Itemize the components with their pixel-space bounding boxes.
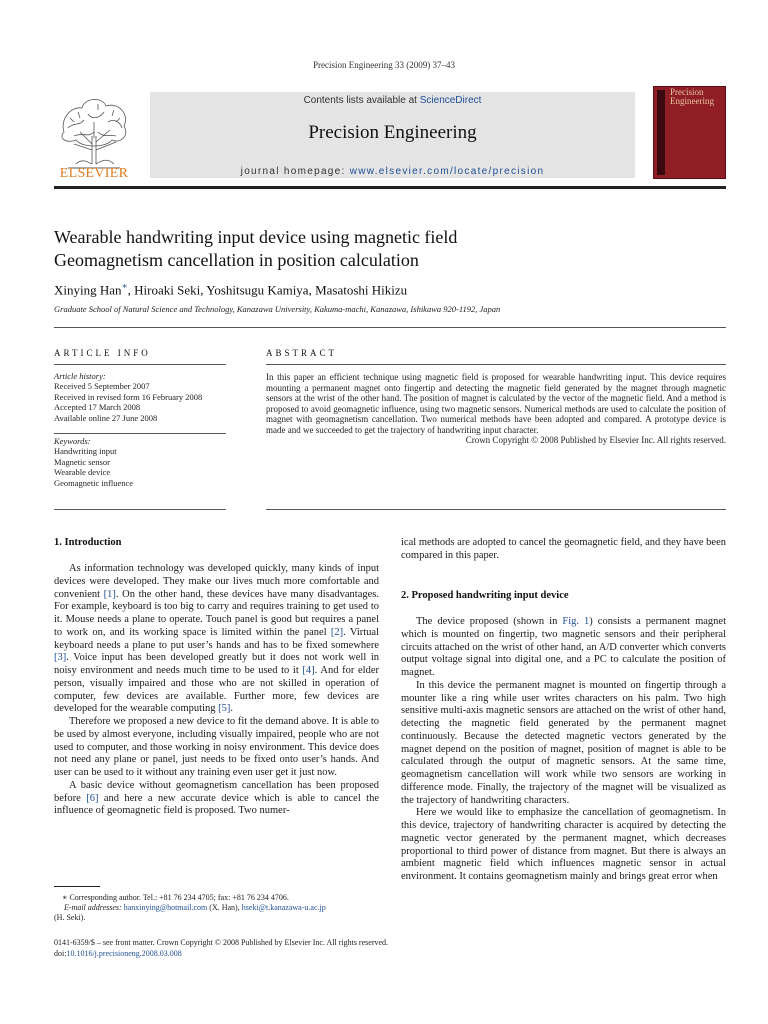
email-link[interactable]: hanxinying@hotmail.com <box>123 903 208 912</box>
header-rule <box>54 186 726 189</box>
article-info <box>54 371 226 488</box>
figure-link[interactable]: Fig. 1 <box>562 616 590 627</box>
section-2-title: 2. Proposed handwriting input device <box>401 590 569 601</box>
citation-link[interactable]: [5] <box>218 703 231 715</box>
page-footer <box>54 938 726 959</box>
contents-line: Contents lists available at ScienceDirect <box>303 95 482 106</box>
email-owner: (H. Seki). <box>54 913 86 922</box>
device-paragraph-2: In this device the permanent magnet is mounted on fingertip through a mounter like a ring while user writes characters on his palm. Two high sensitive multi-axis magnetic sensors are attached on the wrist of other hand, detecting the magnetic field generated by the permanent magnet continuously. Because the detected magnetic vectors generated by the magnet depend on the position of magnet, position of magnet is able to be calculated through the output of magnetic sensors. At the same time, geomagnetism cancellation will work while two sensors are working in difference mode. Finally, the trajectory of the magnet will be visualized as the trajectory of handwriting characters. <box>401 679 726 806</box>
journal-citation: Precision Engineering 33 (2009) 37–43 <box>313 60 455 70</box>
abstract-body <box>266 372 726 446</box>
intro-paragraph-3: A basic device without geomagnetism cancellation has been proposed before [6] and here a new accurate device which is able to cancel the influence of geomagnetic field is proposed. Two numer- <box>54 779 379 817</box>
citation-link[interactable]: [2] <box>330 626 344 638</box>
email-link[interactable]: hseki@t.kanazawa-u.ac.jp <box>241 903 326 912</box>
issn-line: 0141-6359/$ – see front matter. Crown Copyright © 2008 Published by Elsevier Inc. All rights reserved. <box>54 938 389 947</box>
footnote <box>54 893 384 923</box>
history-item: Received 5 September 2007 <box>54 381 150 392</box>
article-info-bottom-rule <box>54 509 226 510</box>
email-line: E-mail addresses: hanxinying@hotmail.com (X. Han), hseki@t.kanazawa-u.ac.jp <box>64 903 326 912</box>
keyword: Handwriting input <box>54 446 117 457</box>
citation-link[interactable]: [6] <box>86 792 99 804</box>
history-item: Received in revised form 16 February 2008 <box>54 391 203 402</box>
citation-link[interactable]: [4] <box>302 665 315 676</box>
abstract-heading: ABSTRACT <box>266 348 338 358</box>
history-item: Available online 27 June 2008 <box>54 412 158 423</box>
right-column-top <box>401 537 726 563</box>
history-label: Article history: <box>54 371 106 381</box>
footnote-rule <box>54 886 100 887</box>
cover-spine-strip <box>657 90 665 175</box>
abstract-rule <box>266 364 726 365</box>
doi-line: doi:10.1016/j.precisioneng.2008.03.008 <box>54 948 182 958</box>
device-paragraph-1: The device proposed (shown in Fig. 1) consists a permanent magnet which is mounted on fingertip, two magnetic sensors and their peripheral circuits attached on the wrist of other hand, an A/D converter which converts output voltage signal into digital one, and a PC to calculate the position of magnet. <box>401 616 726 678</box>
keyword: Geomagnetic influence <box>54 477 134 488</box>
doi-link[interactable]: 10.1016/j.precisioneng.2008.03.008 <box>66 948 182 958</box>
intro-paragraph-1: As information technology was developed quickly, many kinds of input devices were developed. They make our lives much more comfortable and convenient [1]. On the other hand, these devices have many disadvantages. For example, keyboard is too big to carry and requires training to get used to it. Mouse needs a plane to operate. Touch panel is good but requires a panel to work on, and its working space is limited within the panel [2]. Virtual keyboard needs a plane to put user’s hands and has to be fixed somewhere [3]. Voice input has been developed greatly but it does not work well in noisy environment and needs much time to be used to it [4]. And for elder person, visually impaired and those who are not skilled in operation of computer, few devices are available. Further more, few devices are developed for the wearable computing [5]. <box>54 563 380 715</box>
elsevier-wordmark: ELSEVIER <box>59 166 129 181</box>
citation-link[interactable]: [3] <box>54 652 67 664</box>
sciencedirect-link[interactable]: ScienceDirect <box>419 95 482 106</box>
affiliation: Graduate School of Natural Science and Technology, Kanazawa University, Kakuma-machi, Kanazawa, Ishikawa 920-1192, Japan <box>54 304 501 314</box>
left-column-body <box>54 563 379 818</box>
history-item: Accepted 17 March 2008 <box>54 402 141 413</box>
abstract-text: In this paper an efficient technique using magnetic field is proposed for wearable handwriting input. This device requires mounting a permanent magnet onto fingertip and detecting the magnetic field generated by the magnet through magnetic sensors at the wrist of the other hand. The position of magnet is calculated by the vector of the magnetic field. And a method is proposed to avoid geomagnetic influence, using two magnetic sensors. Numerical methods are used to calculate the position of magnet with geomagnetism cancellation. Two numerical methods have been adopted and compared. A prototype device is made and we succeeded to get the trajectory of handwriting input character. <box>266 372 726 435</box>
intro-paragraph-2: Therefore we proposed a new device to fit the demand above. It is able to be used by almost everyone, including visually impaired, people who are not used to computer, and those working in noisy environment. This device does not need any plane or panel, just needs to be fixed onto user’s hands. And user can be used to it without any training even user get it just now. <box>54 716 379 778</box>
right-column-body <box>401 616 726 884</box>
keywords-rule <box>54 433 226 434</box>
journal-homepage-link[interactable]: www.elsevier.com/locate/precision <box>349 166 545 177</box>
section-1-title: 1. Introduction <box>54 537 122 548</box>
paper-title-line2: Geomagnetism cancellation in position calculation <box>54 250 419 270</box>
citation-link[interactable]: [1] <box>103 588 116 600</box>
cover-title: Precision Engineering <box>670 87 714 106</box>
device-paragraph-3: Here we would like to emphasize the cancellation of geomagnetism. In this device, trajectory of handwriting character is acquired by detecting the magnetic vector generated by the permanent magnet, which decreases proportional to third power of distance from magnet. But there is always an ambient magnetic field which influences magnetic sensor in actual environment. It contains geomagnetism mainly and brings great error when <box>401 807 726 882</box>
author-list: Xinying Han∗, Hiroaki Seki, Yoshitsugu Kamiya, Masatoshi Hikizu <box>54 281 408 298</box>
paper-title-line1: Wearable handwriting input device using magnetic field <box>54 227 458 247</box>
journal-title: Precision Engineering <box>308 122 477 143</box>
corresponding-author-marker[interactable]: ∗ <box>121 281 128 291</box>
article-info-rule <box>54 364 226 365</box>
keywords-label: Keywords: <box>54 436 91 447</box>
title-rule <box>54 327 726 328</box>
abstract-bottom-rule <box>266 509 726 510</box>
corresponding-author-note: ∗ Corresponding author. Tel.: +81 76 234 4705; fax: +81 76 234 4706. <box>62 893 289 902</box>
journal-homepage: journal homepage: www.elsevier.com/locate/precision <box>240 166 545 177</box>
article-info-heading: ARTICLE INFO <box>54 348 151 358</box>
continuation-paragraph: ical methods are adopted to cancel the geomagnetic field, and they have been compared in this paper. <box>401 537 726 561</box>
paper-title <box>54 226 674 272</box>
keyword: Magnetic sensor <box>54 456 110 467</box>
abstract-copyright: Crown Copyright © 2008 Published by Elsevier Inc. All rights reserved. <box>465 435 726 445</box>
keyword: Wearable device <box>54 467 111 478</box>
